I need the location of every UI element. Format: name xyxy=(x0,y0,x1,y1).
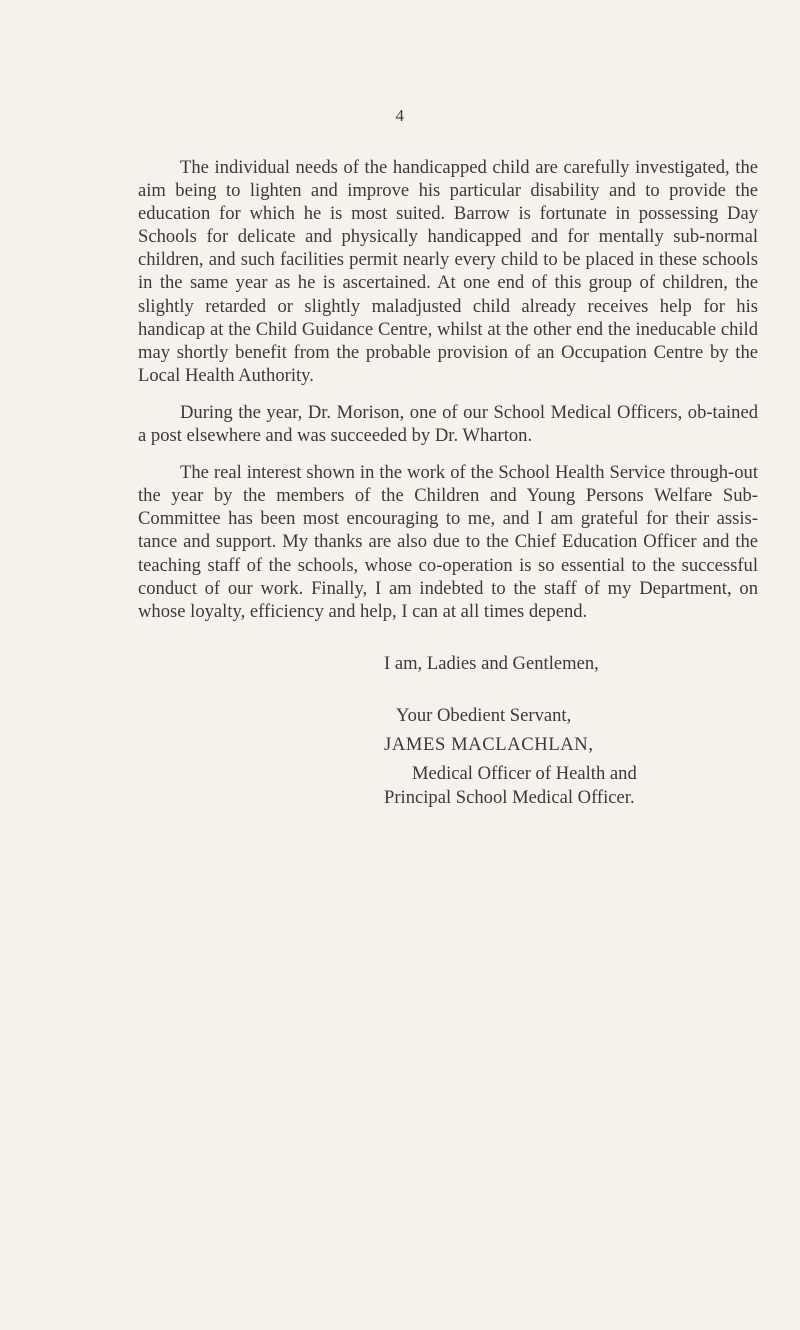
letter-body xyxy=(138,156,758,637)
paragraph-staff-change: During the year, Dr. Morison, one of our School Medical Officers, ob-tained a post elsewhere and was succeeded by Dr. Wharton. xyxy=(138,401,758,447)
paragraph-acknowledgements: The real interest shown in the work of the School Health Service through-out the year by the members of the Children and Young Persons Welfare Sub-Committee has been most encouraging to me, and I am grateful for their assis-tance and support. My thanks are also due to the Chief Education Officer and the teaching staff of the schools, whose co-operation is so essential to the successful conduct of our work. Finally, I am indebted to the staff of my Department, on whose loyalty, efficiency and help, I can at all times depend. xyxy=(138,462,758,622)
paragraph-handicapped-children: The individual needs of the handicapped child are carefully investigated, the aim being to lighten and improve his particular disability and to provide the education for which he is most suited. Barrow is fortunate in possessing Day Schools for delicate and physically handicapped and for mentally sub-normal children, and such facilities permit nearly every child to be placed in these schools in the same year as he is ascertained. At one end of this group of children, the slightly retarded or slightly maladjusted child already receives help for his handicap at the Child Guidance Centre, whilst at the other end the ineducable child may shortly benefit from the probable provision of an Occupation Centre by the Local Health Authority. xyxy=(138,157,758,386)
signatory-title-line-1: Medical Officer of Health and xyxy=(412,763,637,784)
signatory-title-line-2: Principal School Medical Officer. xyxy=(384,787,635,808)
salutation: I am, Ladies and Gentlemen, xyxy=(384,653,599,674)
page-number: 4 xyxy=(395,106,405,125)
signatory-name: JAMES MACLACHLAN, xyxy=(384,734,594,755)
valediction: Your Obedient Servant, xyxy=(396,705,572,726)
